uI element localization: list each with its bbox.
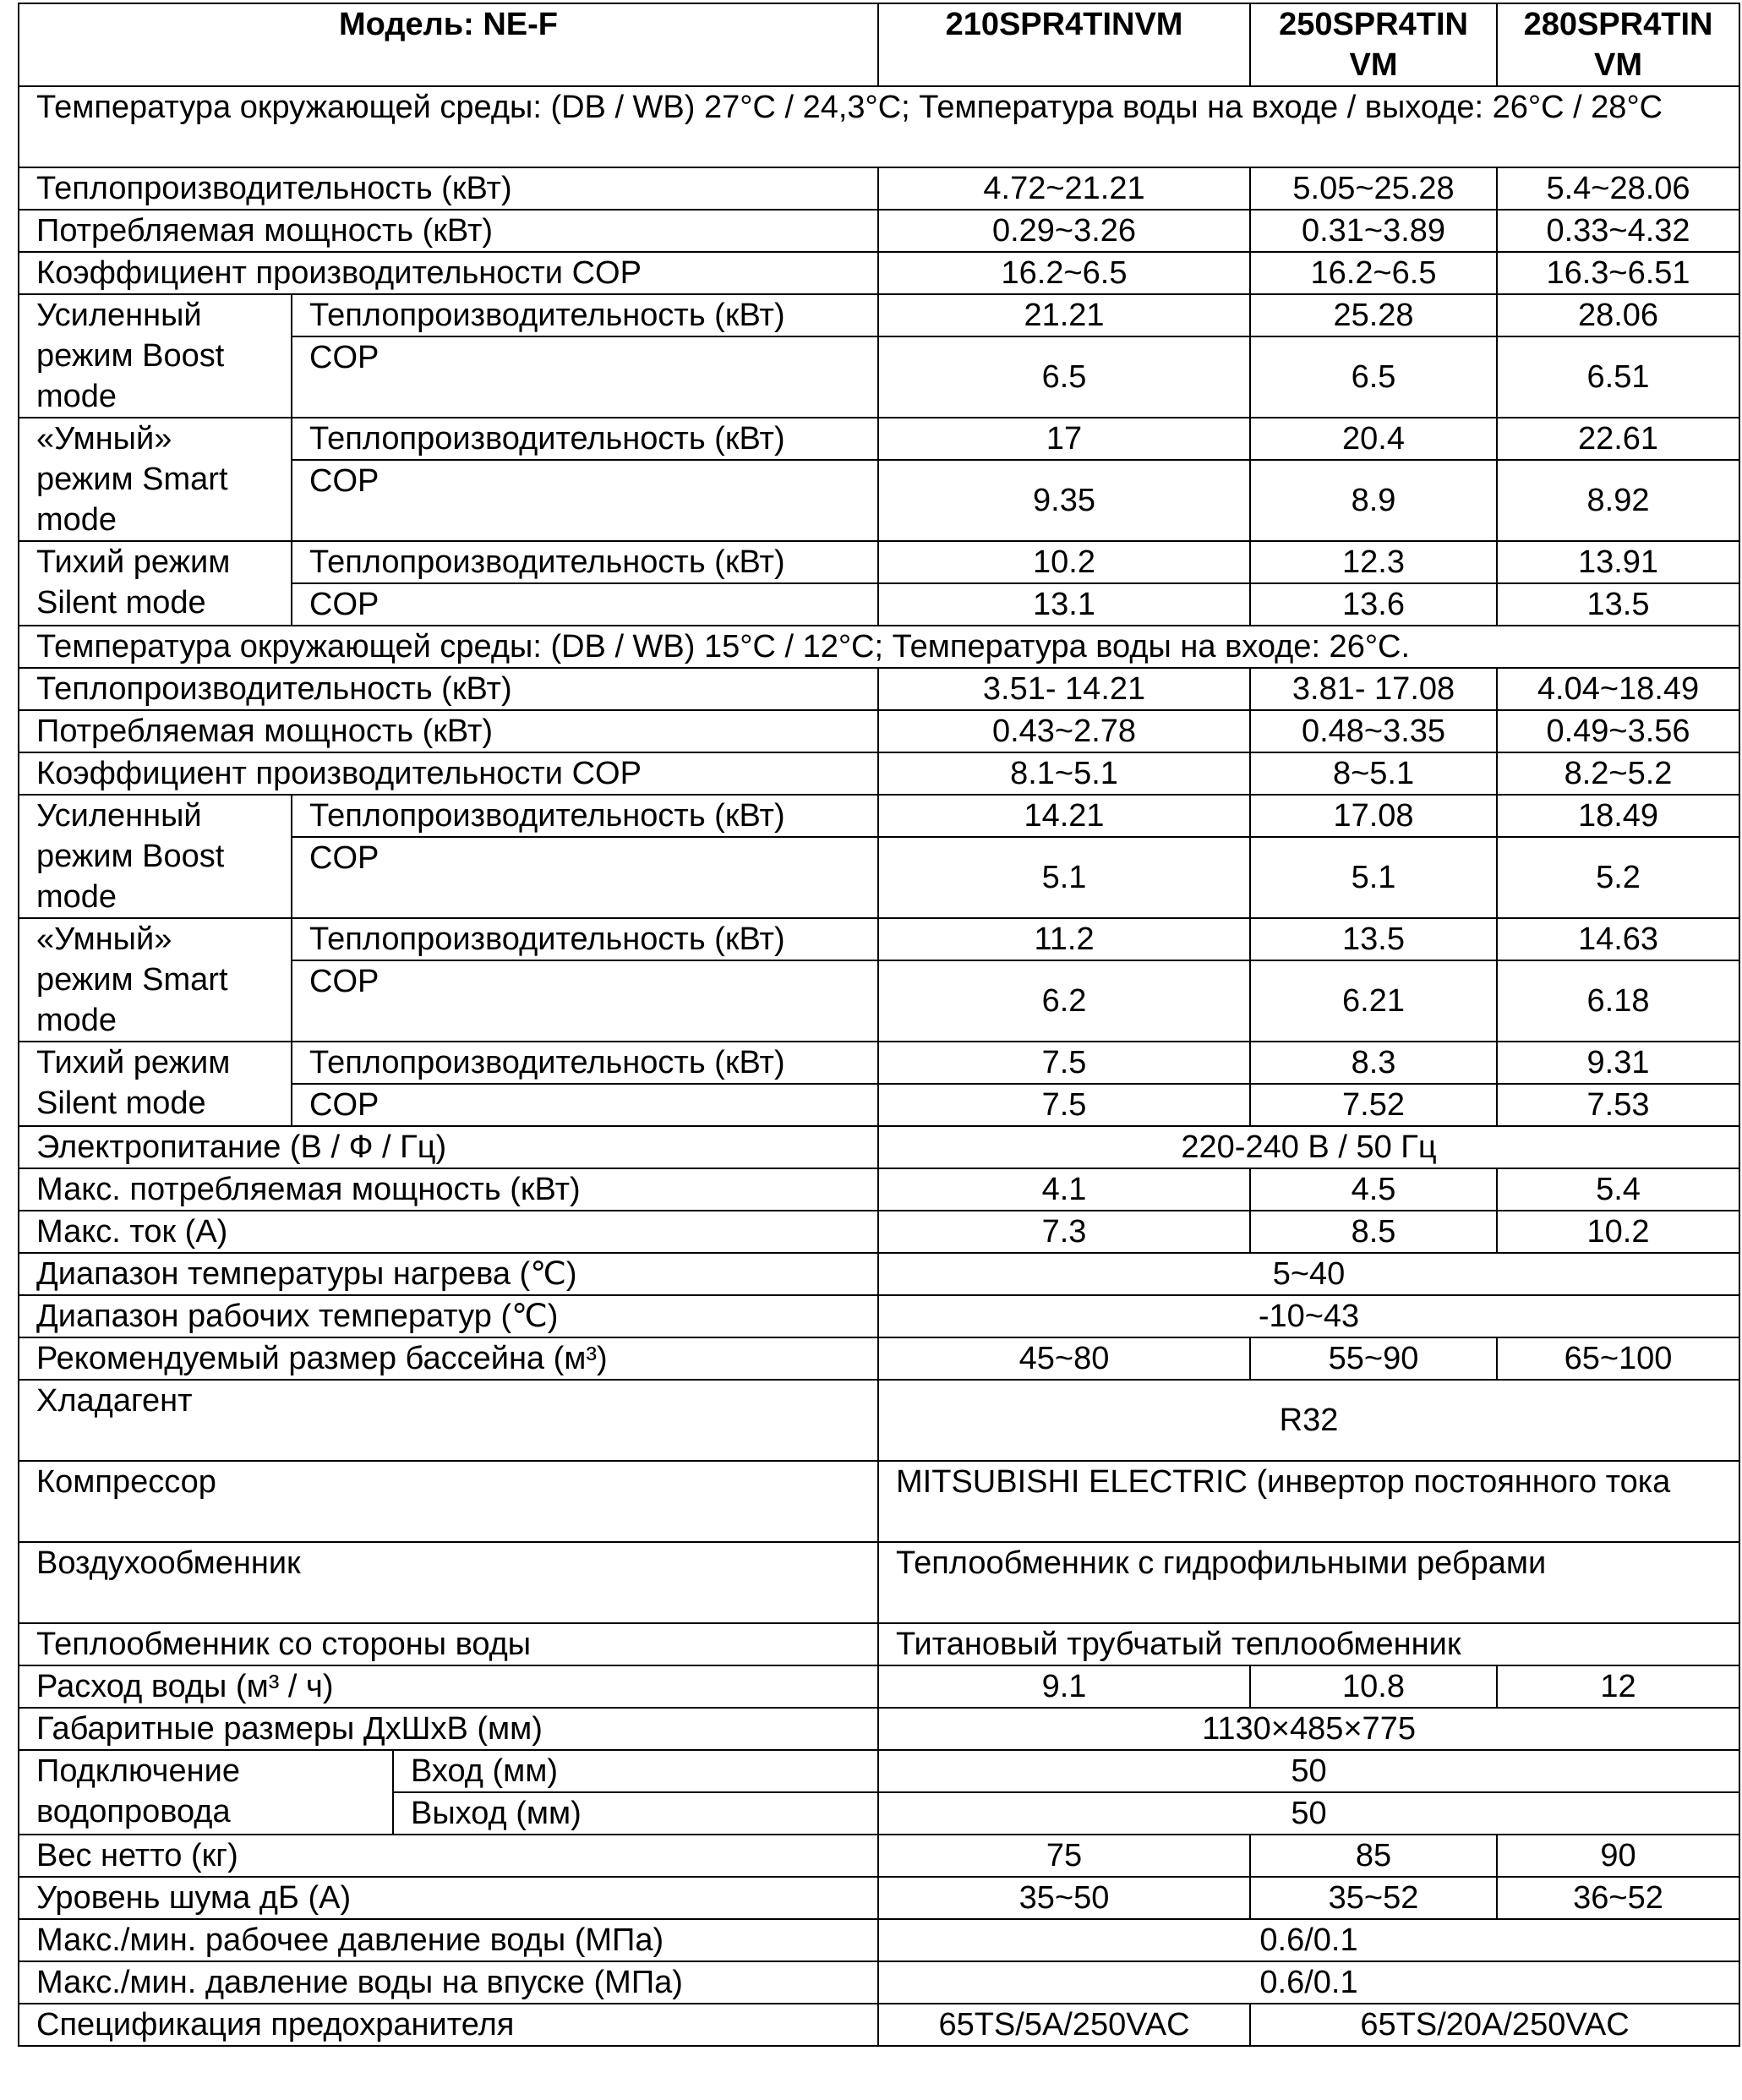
table-row <box>19 1253 1739 1295</box>
value-cell: 6.5 <box>1250 336 1497 418</box>
value-cell: 0.49~3.56 <box>1497 710 1739 752</box>
row-label: Подключение водопровода <box>19 1750 393 1835</box>
value-cell: 14.21 <box>878 795 1250 837</box>
sub-label: COP <box>292 583 878 626</box>
mode-label: Усиленный режим Boost mode <box>19 795 292 918</box>
value-cell: 4.5 <box>1250 1168 1497 1211</box>
value-cell: 8~5.1 <box>1250 752 1497 795</box>
table-row <box>19 541 1739 583</box>
value-cell: 3.81- 17.08 <box>1250 668 1497 710</box>
sub-label: COP <box>292 960 878 1042</box>
sub-label: Выход (мм) <box>393 1792 878 1835</box>
value-cell: 10.2 <box>878 541 1250 583</box>
sub-label: Теплопроизводительность (кВт) <box>292 795 878 837</box>
sub-label: Теплопроизводительность (кВт) <box>292 918 878 960</box>
table-row <box>19 294 1739 336</box>
value-cell: 16.3~6.51 <box>1497 252 1739 294</box>
mode-label: «Умный» режим Smart mode <box>19 918 292 1042</box>
value-cell: 4.72~21.21 <box>878 167 1250 210</box>
row-label: Уровень шума дБ (А) <box>19 1877 878 1919</box>
value-cell: Теплообменник с гидрофильными ребрами <box>878 1542 1739 1623</box>
mode-label: Тихий режим Silent mode <box>19 1042 292 1126</box>
value-cell: 7.52 <box>1250 1084 1497 1126</box>
table-row <box>19 1835 1739 1877</box>
value-cell: 8.9 <box>1250 460 1497 541</box>
value-cell: 16.2~6.5 <box>878 252 1250 294</box>
row-label: Вес нетто (кг) <box>19 1835 878 1877</box>
sub-label: Теплопроизводительность (кВт) <box>292 418 878 460</box>
value-cell: 6.21 <box>1250 960 1497 1042</box>
value-cell: 9.35 <box>878 460 1250 541</box>
value-cell: 36~52 <box>1497 1877 1739 1919</box>
table-row <box>19 1919 1739 1961</box>
table-row <box>19 1042 1739 1084</box>
row-label: Электропитание (В / Ф / Гц) <box>19 1126 878 1168</box>
value-cell: 28.06 <box>1497 294 1739 336</box>
value-cell: 4.1 <box>878 1168 1250 1211</box>
value-cell: 13.5 <box>1497 583 1739 626</box>
value-cell: 11.2 <box>878 918 1250 960</box>
row-label: Макс./мин. давление воды на впуске (МПа) <box>19 1961 878 2004</box>
model-250-header: 250SPR4TIN VM <box>1250 3 1497 86</box>
value-cell: 17.08 <box>1250 795 1497 837</box>
value-cell: Титановый трубчатый теплообменник <box>878 1623 1739 1665</box>
value-cell: 8.5 <box>1250 1211 1497 1253</box>
row-label: Коэффициент производительности COP <box>19 752 878 795</box>
value-cell: 22.61 <box>1497 418 1739 460</box>
table-row <box>19 210 1739 252</box>
sub-label: Теплопроизводительность (кВт) <box>292 541 878 583</box>
value-cell: -10~43 <box>878 1295 1739 1337</box>
table-row <box>19 1380 1739 1461</box>
table-row <box>19 1461 1739 1542</box>
row-label: Макс./мин. рабочее давление воды (МПа) <box>19 1919 878 1961</box>
value-cell: 10.2 <box>1497 1211 1739 1253</box>
row-label: Диапазон рабочих температур (℃) <box>19 1295 878 1337</box>
value-cell: 50 <box>878 1792 1739 1835</box>
row-label: Компрессор <box>19 1461 878 1542</box>
value-cell: 6.2 <box>878 960 1250 1042</box>
value-cell: 16.2~6.5 <box>1250 252 1497 294</box>
value-cell: 35~50 <box>878 1877 1250 1919</box>
value-cell: 12.3 <box>1250 541 1497 583</box>
value-cell: 90 <box>1497 1835 1739 1877</box>
row-label: Макс. ток (А) <box>19 1211 878 1253</box>
value-cell: 5.4 <box>1497 1168 1739 1211</box>
conditions-text: Температура окружающей среды: (DB / WB) 15°C / 12°C; Температура воды на входе: 26°C. <box>19 626 1739 668</box>
value-cell: 5.4~28.06 <box>1497 167 1739 210</box>
table-row <box>19 252 1739 294</box>
table-row <box>19 1542 1739 1623</box>
value-cell: 6.18 <box>1497 960 1739 1042</box>
row-label: Коэффициент производительности COP <box>19 252 878 294</box>
value-cell: 6.5 <box>878 336 1250 418</box>
table-row <box>19 1295 1739 1337</box>
value-cell: 8.3 <box>1250 1042 1497 1084</box>
row-label: Теплопроизводительность (кВт) <box>19 167 878 210</box>
row-label: Спецификация предохранителя <box>19 2004 878 2046</box>
table-row <box>19 418 1739 460</box>
row-label: Потребляемая мощность (кВт) <box>19 710 878 752</box>
value-cell: 7.3 <box>878 1211 1250 1253</box>
value-cell: 5.1 <box>1250 837 1497 918</box>
value-cell: 12 <box>1497 1665 1739 1708</box>
value-cell: 8.92 <box>1497 460 1739 541</box>
value-cell: 13.91 <box>1497 541 1739 583</box>
value-cell: 17 <box>878 418 1250 460</box>
table-row <box>19 2004 1739 2046</box>
row-label: Теплообменник со стороны воды <box>19 1623 878 1665</box>
value-cell: 8.1~5.1 <box>878 752 1250 795</box>
row-label: Диапазон температуры нагрева (℃) <box>19 1253 878 1295</box>
value-cell: 13.5 <box>1250 918 1497 960</box>
value-cell: 18.49 <box>1497 795 1739 837</box>
table-row <box>19 1211 1739 1253</box>
value-cell: 4.04~18.49 <box>1497 668 1739 710</box>
table-row <box>19 1961 1739 2004</box>
table-row <box>19 752 1739 795</box>
value-cell: 0.6/0.1 <box>878 1961 1739 2004</box>
table-row <box>19 710 1739 752</box>
value-cell: 5.05~25.28 <box>1250 167 1497 210</box>
row-label: Макс. потребляемая мощность (кВт) <box>19 1168 878 1211</box>
value-cell: 0.33~4.32 <box>1497 210 1739 252</box>
mode-label: «Умный» режим Smart mode <box>19 418 292 541</box>
value-cell: 45~80 <box>878 1337 1250 1380</box>
value-cell: 0.43~2.78 <box>878 710 1250 752</box>
table-row <box>19 918 1739 960</box>
model-210-header: 210SPR4TINVM <box>878 3 1250 86</box>
table-row <box>19 1337 1739 1380</box>
sub-label: Вход (мм) <box>393 1750 878 1792</box>
row-label: Хладагент <box>19 1380 878 1461</box>
value-cell: 25.28 <box>1250 294 1497 336</box>
sub-label: COP <box>292 336 878 418</box>
conditions-row <box>19 626 1739 668</box>
value-cell: 0.6/0.1 <box>878 1919 1739 1961</box>
value-cell: 9.31 <box>1497 1042 1739 1084</box>
table-row <box>19 1750 1739 1792</box>
row-label: Габаритные размеры ДхШхВ (мм) <box>19 1708 878 1750</box>
row-label: Потребляемая мощность (кВт) <box>19 210 878 252</box>
value-cell: 55~90 <box>1250 1337 1497 1380</box>
mode-label: Тихий режим Silent mode <box>19 541 292 626</box>
conditions-row <box>19 86 1739 167</box>
value-cell: 65~100 <box>1497 1337 1739 1380</box>
spec-table <box>18 3 1740 2047</box>
value-cell: 13.6 <box>1250 583 1497 626</box>
value-cell: 0.48~3.35 <box>1250 710 1497 752</box>
value-cell: 0.29~3.26 <box>878 210 1250 252</box>
value-cell: 20.4 <box>1250 418 1497 460</box>
row-label: Воздухообменник <box>19 1542 878 1623</box>
table-row <box>19 167 1739 210</box>
table-row <box>19 1168 1739 1211</box>
value-cell: 220-240 В / 50 Гц <box>878 1126 1739 1168</box>
value-cell: 7.53 <box>1497 1084 1739 1126</box>
table-row <box>19 1126 1739 1168</box>
table-row <box>19 1708 1739 1750</box>
table-row <box>19 795 1739 837</box>
value-cell: 5.2 <box>1497 837 1739 918</box>
model-280-header: 280SPR4TIN VM <box>1497 3 1739 86</box>
value-cell: 13.1 <box>878 583 1250 626</box>
sub-label: Теплопроизводительность (кВт) <box>292 1042 878 1084</box>
model-header: Модель: NE-F <box>19 3 878 86</box>
row-label: Расход воды (м³ / ч) <box>19 1665 878 1708</box>
mode-label: Усиленный режим Boost mode <box>19 294 292 418</box>
value-cell: 14.63 <box>1497 918 1739 960</box>
value-cell: MITSUBISHI ELECTRIC (инвертор постоянного тока <box>878 1461 1739 1542</box>
value-cell: 5.1 <box>878 837 1250 918</box>
value-cell: 7.5 <box>878 1042 1250 1084</box>
value-cell: 75 <box>878 1835 1250 1877</box>
table-row <box>19 1665 1739 1708</box>
value-cell: 65TS/20A/250VAC <box>1250 2004 1739 2046</box>
sub-label: Теплопроизводительность (кВт) <box>292 294 878 336</box>
value-cell: 50 <box>878 1750 1739 1792</box>
value-cell: 3.51- 14.21 <box>878 668 1250 710</box>
value-cell: 5~40 <box>878 1253 1739 1295</box>
value-cell: 65TS/5A/250VAC <box>878 2004 1250 2046</box>
value-cell: 21.21 <box>878 294 1250 336</box>
row-label: Рекомендуемый размер бассейна (м³) <box>19 1337 878 1380</box>
value-cell: 1130×485×775 <box>878 1708 1739 1750</box>
value-cell: 35~52 <box>1250 1877 1497 1919</box>
header-row <box>19 3 1739 86</box>
table-row <box>19 1623 1739 1665</box>
value-cell: 7.5 <box>878 1084 1250 1126</box>
value-cell: 0.31~3.89 <box>1250 210 1497 252</box>
value-cell: 6.51 <box>1497 336 1739 418</box>
table-row <box>19 668 1739 710</box>
sub-label: COP <box>292 460 878 541</box>
value-cell: 9.1 <box>878 1665 1250 1708</box>
row-label: Теплопроизводительность (кВт) <box>19 668 878 710</box>
value-cell: 85 <box>1250 1835 1497 1877</box>
value-cell: R32 <box>878 1380 1739 1461</box>
value-cell: 10.8 <box>1250 1665 1497 1708</box>
table-row <box>19 1877 1739 1919</box>
sub-label: COP <box>292 837 878 918</box>
conditions-text: Температура окружающей среды: (DB / WB) 27°C / 24,3°C; Температура воды на входе / выходе: 26°C / 28°C <box>19 86 1739 167</box>
sub-label: COP <box>292 1084 878 1126</box>
value-cell: 8.2~5.2 <box>1497 752 1739 795</box>
